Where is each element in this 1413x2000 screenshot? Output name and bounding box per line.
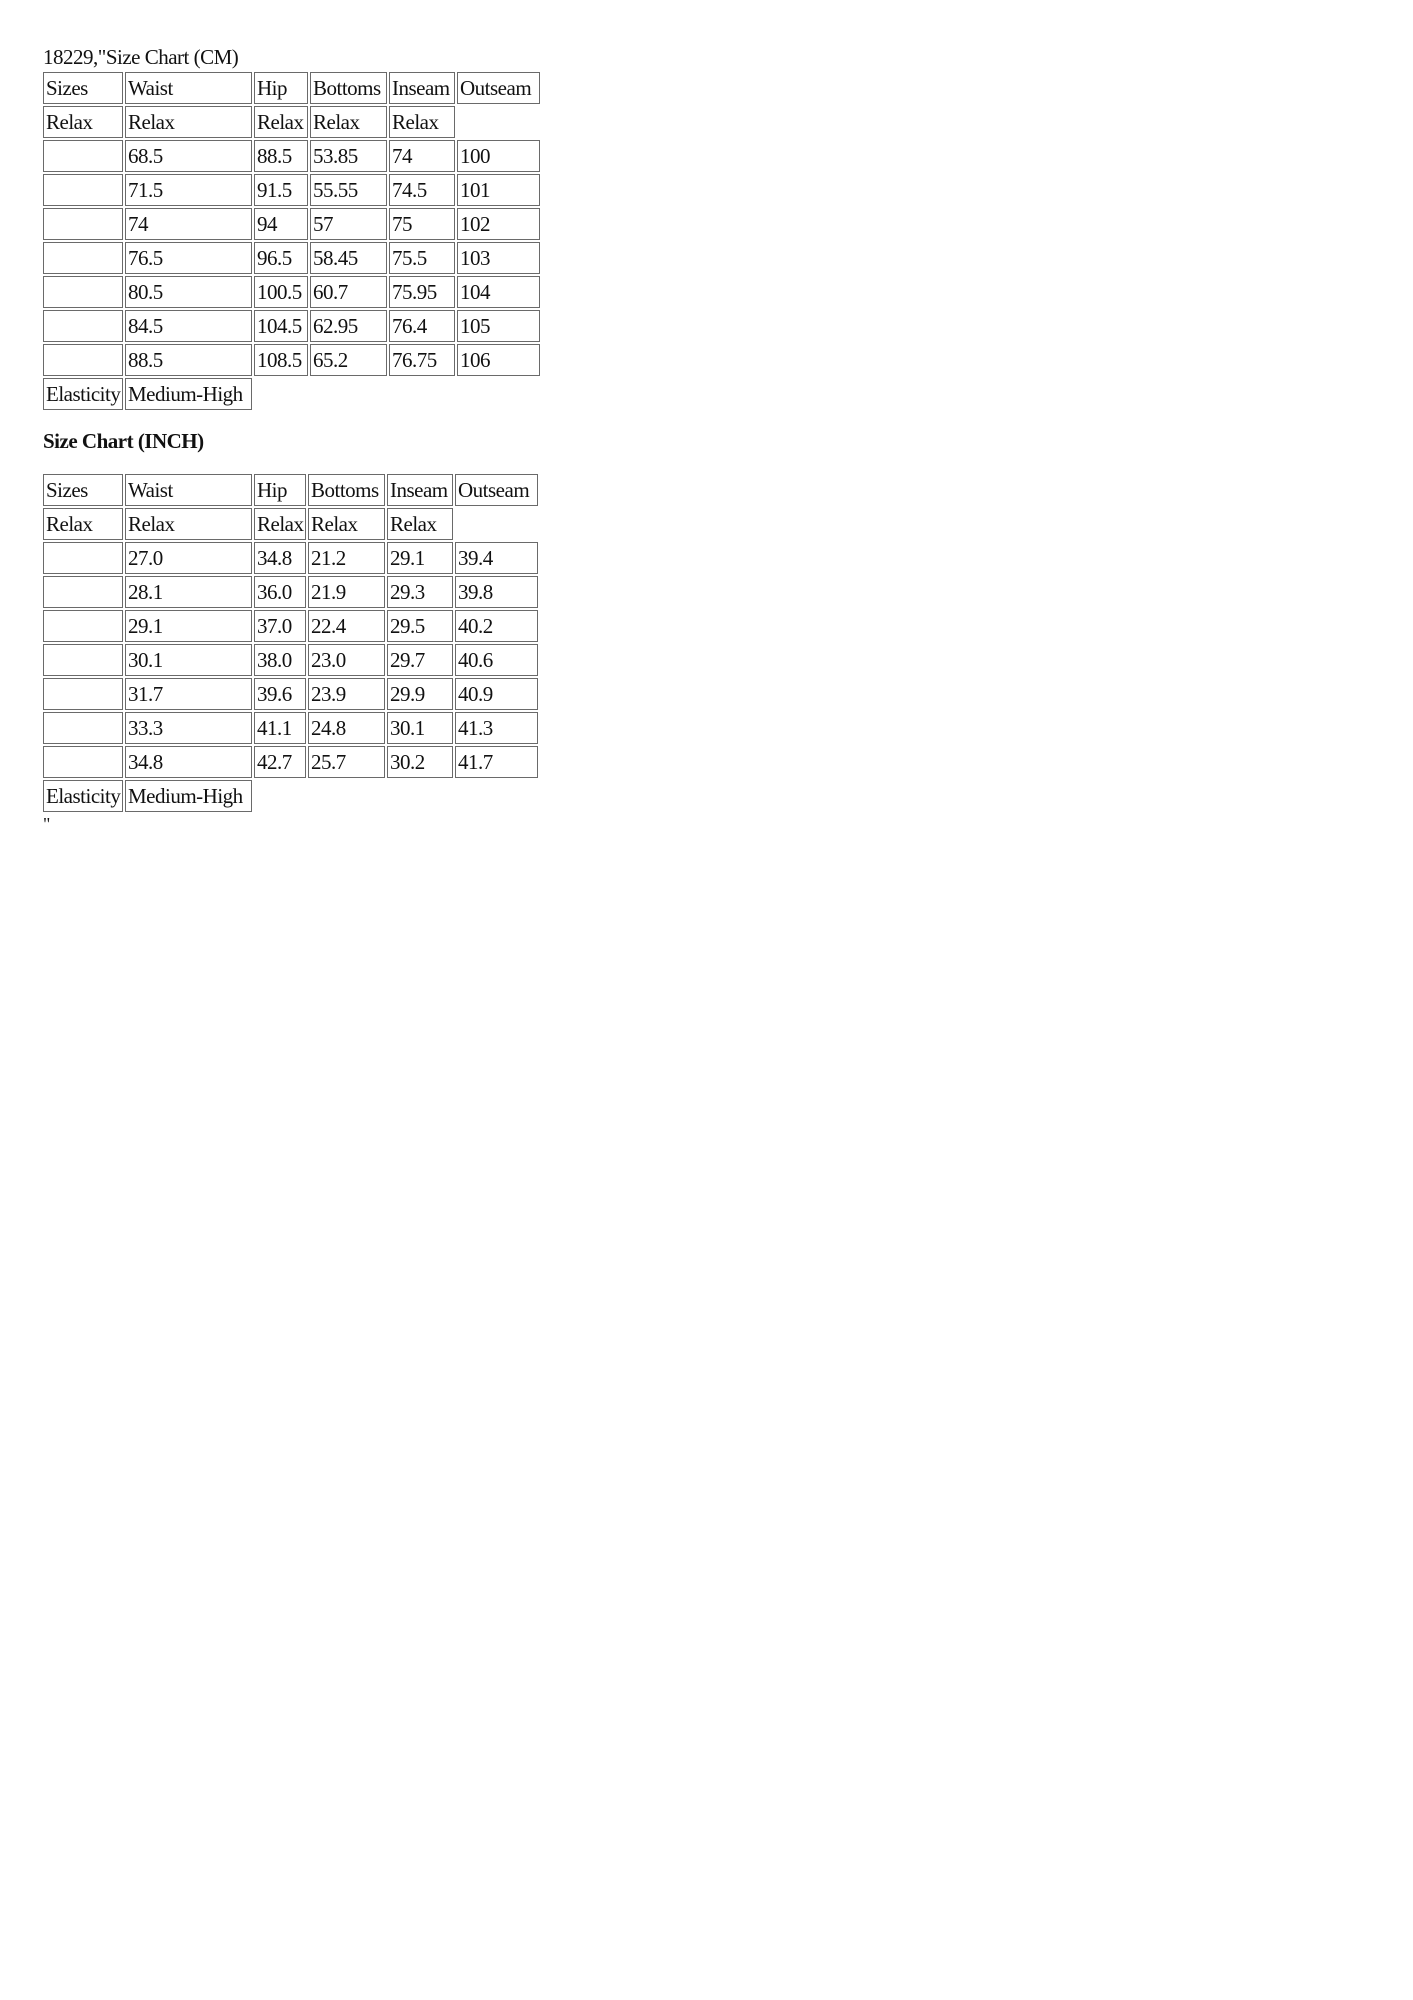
inch-cell — [43, 542, 123, 574]
cm-cell: 88.5 — [254, 140, 308, 172]
inch-cell: 41.3 — [455, 712, 538, 744]
cm-cell: 88.5 — [125, 344, 252, 376]
cm-cell: 75.5 — [389, 242, 455, 274]
cm-cell — [457, 106, 540, 138]
inch-table-row — [43, 610, 538, 642]
cm-cell: 91.5 — [254, 174, 308, 206]
inch-cell: 42.7 — [254, 746, 306, 778]
inch-cell: 24.8 — [308, 712, 385, 744]
inch-cell: 38.0 — [254, 644, 306, 676]
inch-cell: 25.7 — [308, 746, 385, 778]
cm-cell — [43, 174, 123, 206]
cm-header-row — [43, 72, 540, 104]
inch-cell: 23.9 — [308, 678, 385, 710]
inch-cell — [43, 576, 123, 608]
inch-cell: 36.0 — [254, 576, 306, 608]
inch-cell: 28.1 — [125, 576, 252, 608]
cm-footer-row — [43, 378, 540, 410]
cm-cell: 74 — [125, 208, 252, 240]
inch-cell: 30.1 — [387, 712, 453, 744]
inch-cell: 31.7 — [125, 678, 252, 710]
inch-cell: 34.8 — [254, 542, 306, 574]
inch-cell: 29.1 — [387, 542, 453, 574]
inch-cell: 40.2 — [455, 610, 538, 642]
cm-cell: 57 — [310, 208, 387, 240]
cm-cell: Outseam — [457, 72, 540, 104]
cm-cell: 76.5 — [125, 242, 252, 274]
inch-cell: 29.5 — [387, 610, 453, 642]
inch-cell: Medium-High — [125, 780, 252, 812]
inch-cell: Waist — [125, 474, 252, 506]
inch-cell: 41.1 — [254, 712, 306, 744]
inch-cell: 41.7 — [455, 746, 538, 778]
inch-cell — [43, 610, 123, 642]
cm-table-row — [43, 310, 540, 342]
cm-subheader-row — [43, 106, 540, 138]
cm-cell: Medium-High — [125, 378, 252, 410]
inch-table-row — [43, 712, 538, 744]
inch-header-row — [43, 474, 538, 506]
cm-cell: 96.5 — [254, 242, 308, 274]
inch-cell: Relax — [254, 508, 306, 540]
cm-cell: 102 — [457, 208, 540, 240]
inch-cell — [455, 508, 538, 540]
cm-cell: Relax — [43, 106, 123, 138]
inch-cell: Relax — [125, 508, 252, 540]
inch-cell: Relax — [387, 508, 453, 540]
inch-cell — [43, 746, 123, 778]
inch-cell: 29.9 — [387, 678, 453, 710]
cm-cell — [43, 344, 123, 376]
inch-cell: Bottoms — [308, 474, 385, 506]
inch-cell — [43, 678, 123, 710]
inch-cell: 39.8 — [455, 576, 538, 608]
inch-cell — [43, 712, 123, 744]
cm-cell: Relax — [254, 106, 308, 138]
cm-table-row — [43, 276, 540, 308]
cm-cell: 104 — [457, 276, 540, 308]
cm-cell: 68.5 — [125, 140, 252, 172]
cm-cell — [43, 242, 123, 274]
cm-cell: 65.2 — [310, 344, 387, 376]
cm-cell: Bottoms — [310, 72, 387, 104]
cm-cell: 108.5 — [254, 344, 308, 376]
cm-cell: 100 — [457, 140, 540, 172]
inch-table-row — [43, 576, 538, 608]
inch-cell: Elasticity — [43, 780, 123, 812]
cm-cell: 62.95 — [310, 310, 387, 342]
cm-cell: Sizes — [43, 72, 123, 104]
inch-footer-row — [43, 780, 538, 812]
inch-cell: 27.0 — [125, 542, 252, 574]
cm-cell: Relax — [310, 106, 387, 138]
cm-cell: 94 — [254, 208, 308, 240]
inch-cell: 40.9 — [455, 678, 538, 710]
cm-cell: 76.75 — [389, 344, 455, 376]
inch-cell: Relax — [308, 508, 385, 540]
cm-cell — [43, 310, 123, 342]
cm-cell: 105 — [457, 310, 540, 342]
cm-cell: Elasticity — [43, 378, 123, 410]
inch-cell: 29.3 — [387, 576, 453, 608]
inch-cell: 37.0 — [254, 610, 306, 642]
inch-table-row — [43, 542, 538, 574]
cm-cell: 75.95 — [389, 276, 455, 308]
inch-cell: 40.6 — [455, 644, 538, 676]
cm-cell: 53.85 — [310, 140, 387, 172]
cm-table-row — [43, 242, 540, 274]
cm-cell: 60.7 — [310, 276, 387, 308]
cm-cell: Relax — [389, 106, 455, 138]
inch-cell: Outseam — [455, 474, 538, 506]
cm-cell: 84.5 — [125, 310, 252, 342]
inch-table-row — [43, 678, 538, 710]
inch-cell: 39.6 — [254, 678, 306, 710]
closing-quote: " — [43, 814, 50, 834]
cm-cell — [43, 140, 123, 172]
inch-cell: Sizes — [43, 474, 123, 506]
cm-cell: 80.5 — [125, 276, 252, 308]
inch-cell: Inseam — [387, 474, 453, 506]
inch-cell: 29.7 — [387, 644, 453, 676]
cm-cell: 106 — [457, 344, 540, 376]
document-body — [43, 44, 643, 834]
inch-cell: Relax — [43, 508, 123, 540]
cm-cell: 55.55 — [310, 174, 387, 206]
inch-table-row — [43, 746, 538, 778]
cm-table-row — [43, 140, 540, 172]
cm-chart-heading: 18229,"Size Chart (CM) — [43, 45, 239, 69]
inch-cell: 23.0 — [308, 644, 385, 676]
cm-cell: 74 — [389, 140, 455, 172]
inch-cell: 30.2 — [387, 746, 453, 778]
cm-cell: 104.5 — [254, 310, 308, 342]
inch-cell — [43, 644, 123, 676]
inch-cell: 30.1 — [125, 644, 252, 676]
cm-cell: Waist — [125, 72, 252, 104]
cm-size-table — [41, 70, 542, 412]
inch-cell: 39.4 — [455, 542, 538, 574]
cm-cell: Hip — [254, 72, 308, 104]
inch-cell: 21.9 — [308, 576, 385, 608]
inch-cell: 21.2 — [308, 542, 385, 574]
inch-table-row — [43, 644, 538, 676]
cm-table-row — [43, 344, 540, 376]
cm-cell: Inseam — [389, 72, 455, 104]
cm-cell: 100.5 — [254, 276, 308, 308]
cm-cell: 58.45 — [310, 242, 387, 274]
cm-cell: 71.5 — [125, 174, 252, 206]
inch-chart-title: Size Chart (INCH) — [43, 429, 204, 453]
inch-cell: 33.3 — [125, 712, 252, 744]
cm-cell: Relax — [125, 106, 252, 138]
inch-cell: 29.1 — [125, 610, 252, 642]
inch-cell: 22.4 — [308, 610, 385, 642]
cm-cell: 103 — [457, 242, 540, 274]
cm-table-row — [43, 174, 540, 206]
cm-cell: 75 — [389, 208, 455, 240]
inch-size-table — [41, 472, 540, 814]
inch-subheader-row — [43, 508, 538, 540]
cm-cell: 74.5 — [389, 174, 455, 206]
cm-cell — [43, 276, 123, 308]
cm-cell — [43, 208, 123, 240]
cm-cell: 101 — [457, 174, 540, 206]
cm-table-row — [43, 208, 540, 240]
cm-cell: 76.4 — [389, 310, 455, 342]
inch-cell: 34.8 — [125, 746, 252, 778]
inch-cell: Hip — [254, 474, 306, 506]
